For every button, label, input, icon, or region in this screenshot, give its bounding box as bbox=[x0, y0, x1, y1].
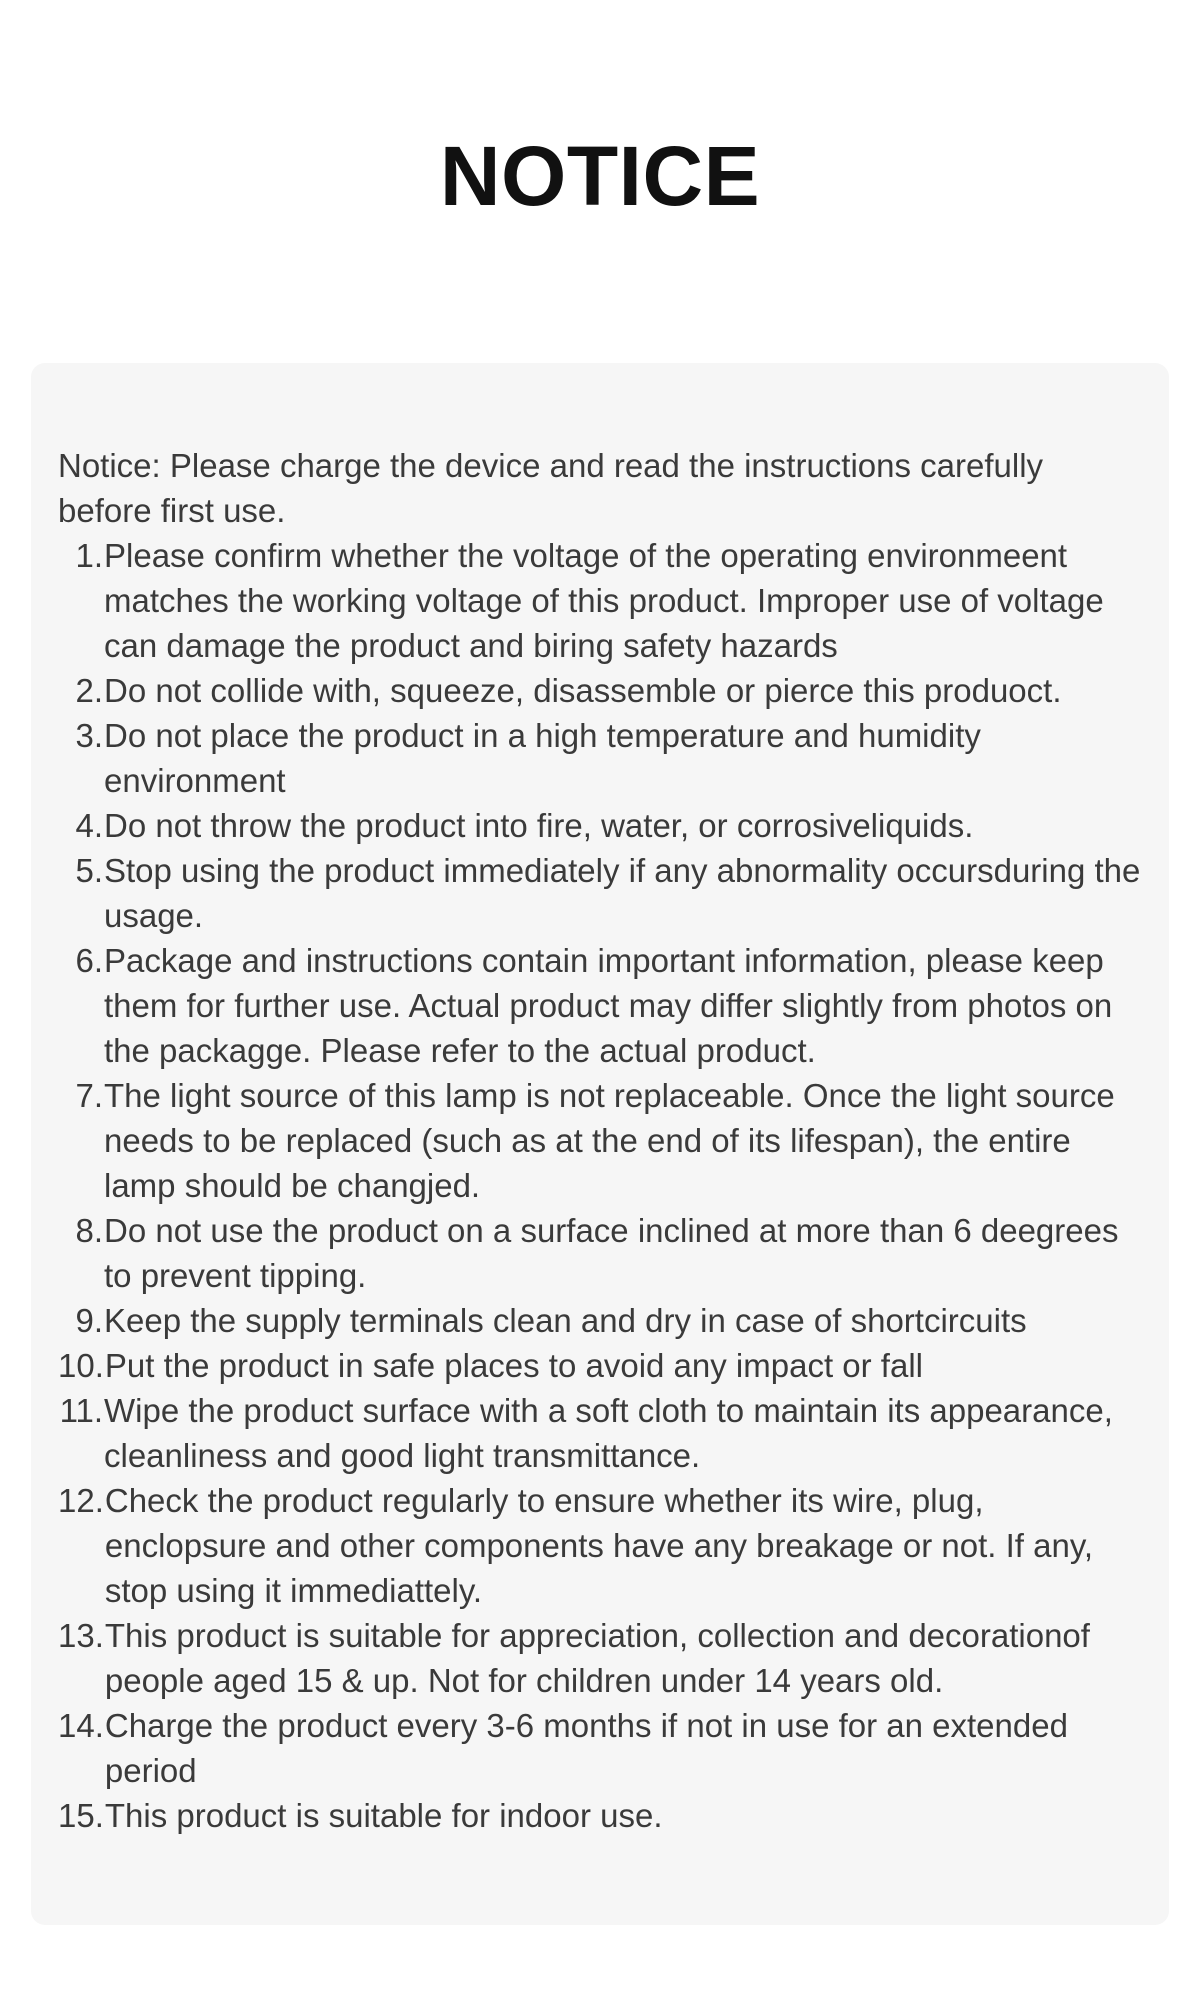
page-title: NOTICE bbox=[439, 129, 761, 223]
notice-item-6 bbox=[58, 938, 1145, 1073]
item-text: This product is suitable for appreciation, collection and decorationof people aged 15 & up. Not for children under 14 years old. bbox=[104, 1617, 1090, 1699]
item-number: 11. bbox=[59, 1392, 103, 1429]
notice-item-3 bbox=[58, 713, 1145, 803]
item-text: Charge the product every 3-6 months if not in use for an extended period bbox=[104, 1707, 1068, 1789]
notice-item-7 bbox=[58, 1073, 1145, 1208]
notice-item-9 bbox=[58, 1298, 1145, 1343]
item-number: 5. bbox=[75, 852, 103, 889]
notice-intro: Notice: Please charge the device and read the instructions carefully before first use. bbox=[58, 447, 1044, 529]
item-text: The light source of this lamp is not replaceable. Once the light source needs to be replaced (such as at the end of its lifespan), the entire lamp should be changjed. bbox=[104, 1077, 1115, 1204]
notice-item-11 bbox=[58, 1388, 1145, 1478]
item-number: 6. bbox=[75, 942, 103, 979]
notice-item-15 bbox=[58, 1793, 1145, 1838]
item-number: 1. bbox=[75, 537, 103, 574]
item-number: 7. bbox=[75, 1077, 103, 1114]
item-text: Do not place the product in a high temperature and humidity environment bbox=[104, 717, 981, 799]
item-text: Keep the supply terminals clean and dry in case of shortcircuits bbox=[104, 1302, 1027, 1339]
item-number: 4. bbox=[75, 807, 103, 844]
notice-list bbox=[58, 533, 1145, 1838]
item-number: 10. bbox=[58, 1347, 104, 1384]
notice-item-10 bbox=[58, 1343, 1145, 1388]
notice-item-4 bbox=[58, 803, 1145, 848]
item-text: This product is suitable for indoor use. bbox=[104, 1797, 663, 1834]
item-number: 9. bbox=[75, 1302, 103, 1339]
item-number: 13. bbox=[58, 1617, 104, 1654]
notice-item-1 bbox=[58, 533, 1145, 668]
item-text: Stop using the product immediately if any abnormality occursduring the usage. bbox=[104, 852, 1141, 934]
notice-card bbox=[31, 363, 1169, 1925]
item-text: Put the product in safe places to avoid any impact or fall bbox=[104, 1347, 923, 1384]
item-number: 8. bbox=[75, 1212, 103, 1249]
notice-item-5 bbox=[58, 848, 1145, 938]
item-text: Do not use the product on a surface inclined at more than 6 deegrees to prevent tipping. bbox=[104, 1212, 1119, 1294]
notice-item-8 bbox=[58, 1208, 1145, 1298]
notice-item-14 bbox=[58, 1703, 1145, 1793]
item-text: Package and instructions contain important information, please keep them for further use. Actual product may differ slightly from photos on the packagge. Please refer to the actual product. bbox=[104, 942, 1113, 1069]
item-number: 15. bbox=[58, 1797, 104, 1834]
item-text: Do not collide with, squeeze, disassemble or pierce this produoct. bbox=[104, 672, 1062, 709]
item-text: Check the product regularly to ensure whether its wire, plug, enclopsure and other components have any breakage or not. If any, stop using it immediattely. bbox=[104, 1482, 1094, 1609]
item-number: 3. bbox=[75, 717, 103, 754]
item-text: Please confirm whether the voltage of the operating environmeent matches the working voltage of this product. Improper use of voltage can damage the product and biring safety hazards bbox=[104, 537, 1104, 664]
notice-item-13 bbox=[58, 1613, 1145, 1703]
item-number: 2. bbox=[75, 672, 103, 709]
item-number: 14. bbox=[58, 1707, 104, 1744]
item-number: 12. bbox=[58, 1482, 104, 1519]
notice-item-2 bbox=[58, 668, 1145, 713]
item-text: Wipe the product surface with a soft cloth to maintain its appearance, cleanliness and good light transmittance. bbox=[104, 1392, 1113, 1474]
notice-item-12 bbox=[58, 1478, 1145, 1613]
item-text: Do not throw the product into fire, water, or corrosiveliquids. bbox=[104, 807, 974, 844]
